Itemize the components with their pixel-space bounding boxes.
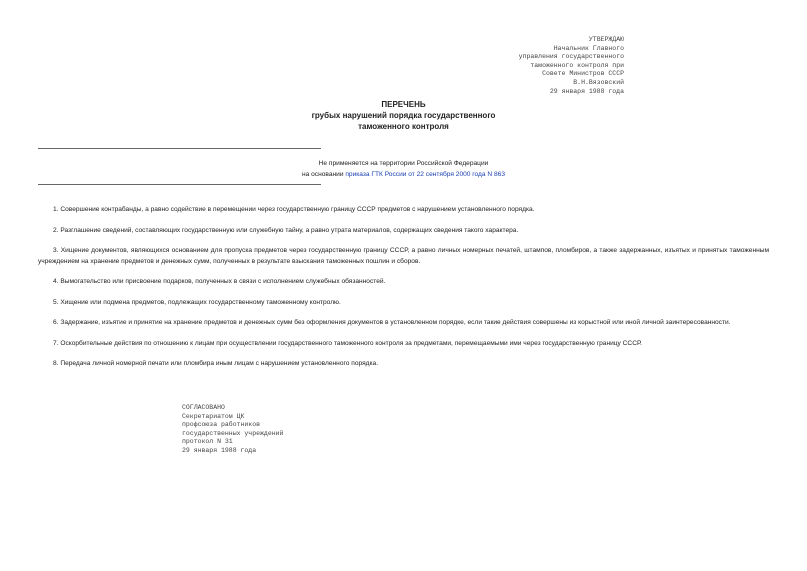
divider-bottom [38,184,321,185]
list-item: 1. Совершение контрабанды, а равно содействие в перемещении через государственную границу СССР предметов с нарушением установленного порядка. [53,206,535,213]
agreed-line: государственных учреждений [182,429,284,437]
approval-line: УТВЕРЖДАЮ [588,36,624,43]
list-item: 8. Передача личной номерной печати или пломбира иным лицам с нарушением установленного порядка. [53,360,379,367]
approval-line: Совете Министров СССР [542,70,624,78]
approval-line: В.Н.Вязовский [573,78,624,86]
violations-list [38,205,769,380]
title-line: ПЕРЕЧЕНЬ [381,100,426,109]
agreed-block [182,404,283,456]
list-item: 4. Вымогательство или присвоение подарков, полученных в связи с исполнением служебных обязанностей. [53,278,386,285]
title-line: грубых нарушений порядка государственного [311,111,496,120]
notice-prefix: на основании [302,171,346,178]
list-item: 2. Разглашение сведений, составляющих государственную или служебную тайну, а равно утрата материалов, содержащих сведения такого характера. [53,226,519,234]
agreed-line: 29 января 1988 года [182,446,257,454]
notice-line: Не применяется на территории Российской Федерации [318,160,489,167]
agreed-line: профсоюза работников [182,421,261,429]
notice-line [0,169,807,180]
approval-line: управления государственного [518,53,624,61]
list-item: 5. Хищение или подмена предметов, подлежащих государственному таможенному контролю. [53,298,341,306]
agreed-line: СОГЛАСОВАНО [182,404,225,411]
list-item: 6. Задержание, изъятие и принятие на хранение предметов и денежных сумм без оформления документов в установленном порядке, если такие действия совершены из корыстной или иной личной заинтересованности. [53,319,731,326]
document-title [0,99,807,132]
title-line: таможенного контроля [358,122,449,131]
applicability-notice [0,158,807,180]
approval-line: таможенного контроля при [530,61,624,69]
approval-line: Начальник Главного [553,44,624,52]
list-item: 7. Оскорбительные действия по отношению к лицам при осуществлении государственного таможенного контроля за предметами, перемещаемыми ими через государственную границу СССР. [53,339,642,347]
divider-top [38,148,321,149]
approval-line: 29 января 1988 года [549,87,624,95]
agreed-line: протокол N 31 [182,438,233,446]
order-link[interactable]: приказа ГТК России от 22 сентября 2000 года N 863 [345,171,505,178]
list-item: 3. Хищение документов, являющихся основанием для пропуска предметов через государственную границу СССР, а равно личных номерных печатей, штампов, пломбиров, а также задержанных, изъятых и принятых таможенным учреждением на хранение предметов и денежных сумм, полученных в результате взыскания таможенных пошлин и сборов. [38,247,769,265]
agreed-line: Секретариатом ЦК [182,412,245,420]
approval-block [519,36,624,96]
